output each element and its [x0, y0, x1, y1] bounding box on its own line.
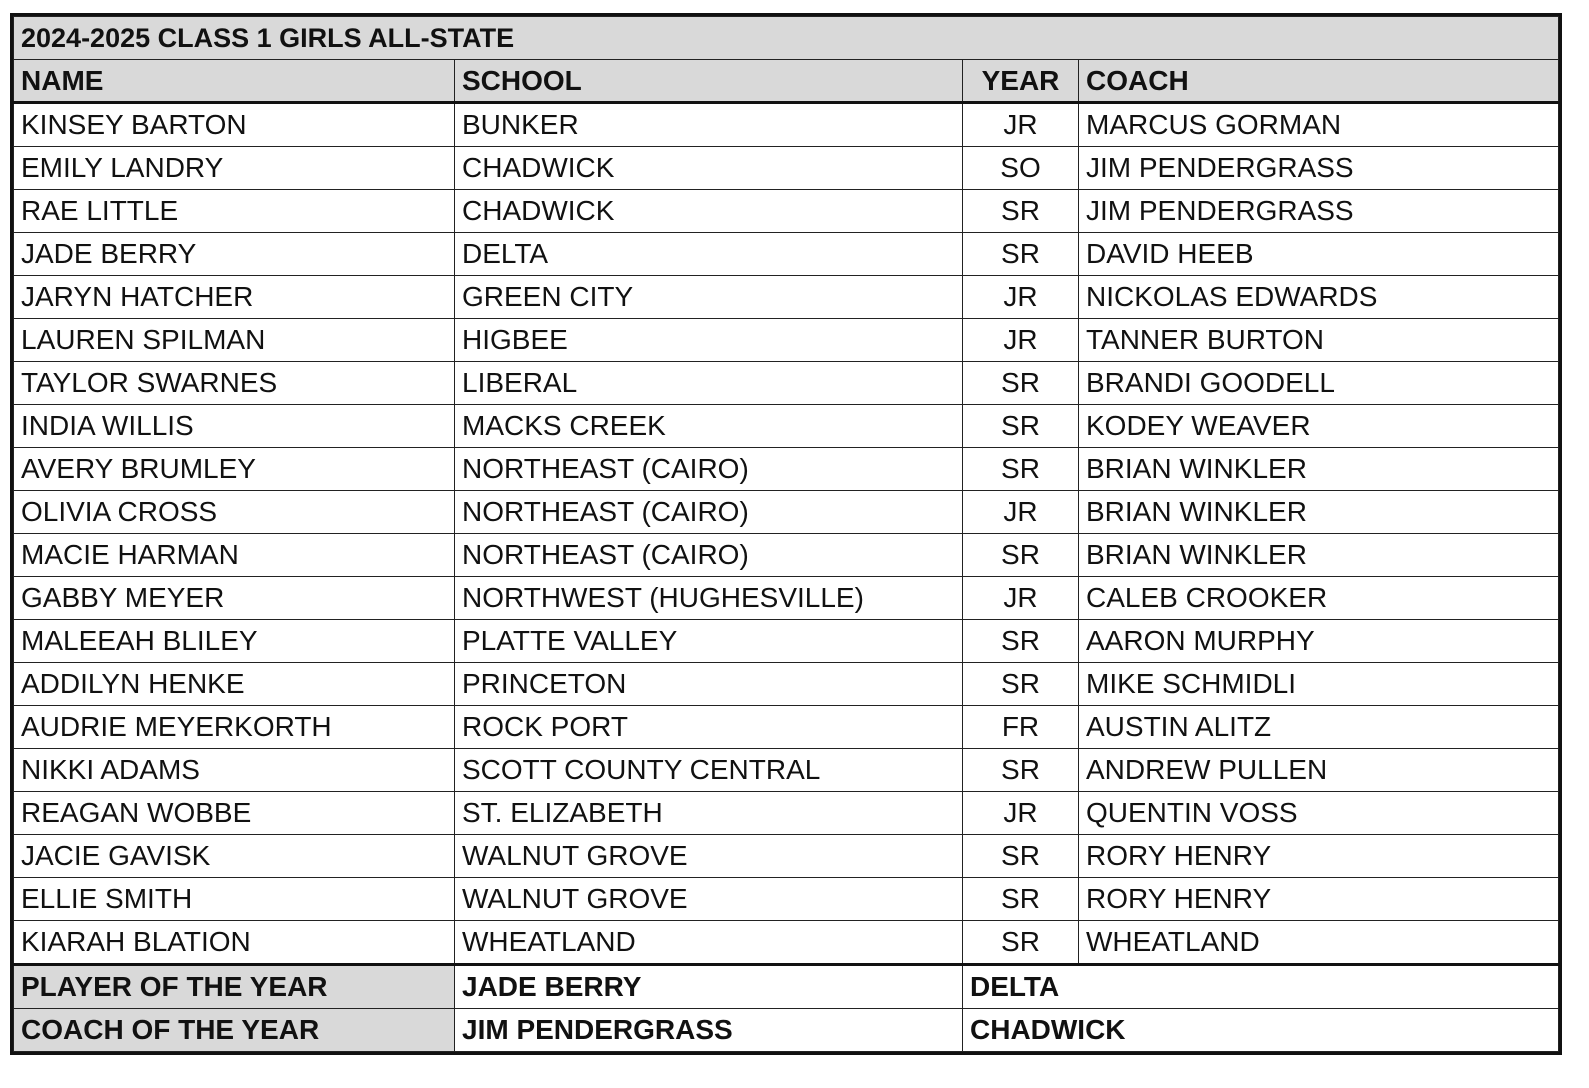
- table-row: [14, 878, 1559, 921]
- player-name: GABBY MEYER: [14, 577, 455, 620]
- coach-of-the-year-row: [14, 1009, 1559, 1052]
- player-school: ROCK PORT: [455, 706, 963, 749]
- player-name: JADE BERRY: [14, 233, 455, 276]
- player-coach: TANNER BURTON: [1079, 319, 1559, 362]
- award-recipient: JADE BERRY: [455, 965, 963, 1009]
- player-school: NORTHEAST (CAIRO): [455, 534, 963, 577]
- player-year: JR: [963, 491, 1079, 534]
- player-name: OLIVIA CROSS: [14, 491, 455, 534]
- all-state-sheet: [10, 13, 1562, 1055]
- player-name: LAUREN SPILMAN: [14, 319, 455, 362]
- player-name: REAGAN WOBBE: [14, 792, 455, 835]
- player-school: HIGBEE: [455, 319, 963, 362]
- player-year: FR: [963, 706, 1079, 749]
- player-coach: ANDREW PULLEN: [1079, 749, 1559, 792]
- player-rows: [14, 103, 1559, 965]
- player-coach: BRIAN WINKLER: [1079, 534, 1559, 577]
- player-school: BUNKER: [455, 103, 963, 147]
- player-school: WALNUT GROVE: [455, 878, 963, 921]
- player-year: SR: [963, 749, 1079, 792]
- player-coach: NICKOLAS EDWARDS: [1079, 276, 1559, 319]
- player-school: DELTA: [455, 233, 963, 276]
- player-coach: WHEATLAND: [1079, 921, 1559, 965]
- table-row: [14, 362, 1559, 405]
- player-name: JACIE GAVISK: [14, 835, 455, 878]
- player-school: MACKS CREEK: [455, 405, 963, 448]
- player-year: SR: [963, 921, 1079, 965]
- player-name: KINSEY BARTON: [14, 103, 455, 147]
- player-name: ADDILYN HENKE: [14, 663, 455, 706]
- award-school: CHADWICK: [963, 1009, 1559, 1052]
- player-year: SR: [963, 534, 1079, 577]
- player-year: SO: [963, 147, 1079, 190]
- player-coach: QUENTIN VOSS: [1079, 792, 1559, 835]
- player-name: MACIE HARMAN: [14, 534, 455, 577]
- player-coach: RORY HENRY: [1079, 878, 1559, 921]
- player-name: AVERY BRUMLEY: [14, 448, 455, 491]
- player-name: AUDRIE MEYERKORTH: [14, 706, 455, 749]
- player-coach: BRANDI GOODELL: [1079, 362, 1559, 405]
- player-school: LIBERAL: [455, 362, 963, 405]
- player-year: JR: [963, 276, 1079, 319]
- table-row: [14, 491, 1559, 534]
- player-coach: AUSTIN ALITZ: [1079, 706, 1559, 749]
- player-name: INDIA WILLIS: [14, 405, 455, 448]
- player-coach: JIM PENDERGRASS: [1079, 190, 1559, 233]
- column-header-school: SCHOOL: [455, 60, 963, 103]
- player-name: RAE LITTLE: [14, 190, 455, 233]
- award-label: COACH OF THE YEAR: [14, 1009, 455, 1052]
- player-coach: BRIAN WINKLER: [1079, 448, 1559, 491]
- award-recipient: JIM PENDERGRASS: [455, 1009, 963, 1052]
- table-row: [14, 706, 1559, 749]
- player-school: PLATTE VALLEY: [455, 620, 963, 663]
- table-row: [14, 835, 1559, 878]
- table-row: [14, 620, 1559, 663]
- column-header-year: YEAR: [963, 60, 1079, 103]
- player-school: SCOTT COUNTY CENTRAL: [455, 749, 963, 792]
- column-header-coach: COACH: [1079, 60, 1559, 103]
- table-row: [14, 577, 1559, 620]
- player-name: EMILY LANDRY: [14, 147, 455, 190]
- player-name: ELLIE SMITH: [14, 878, 455, 921]
- player-year: SR: [963, 835, 1079, 878]
- player-school: NORTHEAST (CAIRO): [455, 491, 963, 534]
- player-school: ST. ELIZABETH: [455, 792, 963, 835]
- table-row: [14, 921, 1559, 965]
- table-row: [14, 233, 1559, 276]
- player-year: JR: [963, 319, 1079, 362]
- player-year: SR: [963, 233, 1079, 276]
- player-year: JR: [963, 103, 1079, 147]
- table-row: [14, 103, 1559, 147]
- player-year: SR: [963, 405, 1079, 448]
- player-coach: RORY HENRY: [1079, 835, 1559, 878]
- player-school: CHADWICK: [455, 147, 963, 190]
- player-year: SR: [963, 620, 1079, 663]
- player-year: JR: [963, 577, 1079, 620]
- award-label: PLAYER OF THE YEAR: [14, 965, 455, 1009]
- table-row: [14, 792, 1559, 835]
- all-state-table: [13, 16, 1559, 1052]
- player-coach: MIKE SCHMIDLI: [1079, 663, 1559, 706]
- player-of-the-year-row: [14, 965, 1559, 1009]
- table-row: [14, 319, 1559, 362]
- player-coach: MARCUS GORMAN: [1079, 103, 1559, 147]
- table-row: [14, 190, 1559, 233]
- sheet-title: 2024-2025 CLASS 1 GIRLS ALL-STATE: [14, 17, 1559, 60]
- player-year: JR: [963, 792, 1079, 835]
- table-row: [14, 534, 1559, 577]
- player-school: PRINCETON: [455, 663, 963, 706]
- player-name: KIARAH BLATION: [14, 921, 455, 965]
- table-row: [14, 448, 1559, 491]
- player-name: MALEEAH BLILEY: [14, 620, 455, 663]
- table-row: [14, 663, 1559, 706]
- player-name: NIKKI ADAMS: [14, 749, 455, 792]
- player-school: GREEN CITY: [455, 276, 963, 319]
- table-row: [14, 405, 1559, 448]
- title-row: [14, 17, 1559, 60]
- player-school: WHEATLAND: [455, 921, 963, 965]
- player-school: CHADWICK: [455, 190, 963, 233]
- player-coach: DAVID HEEB: [1079, 233, 1559, 276]
- table-row: [14, 276, 1559, 319]
- column-header-name: NAME: [14, 60, 455, 103]
- player-name: JARYN HATCHER: [14, 276, 455, 319]
- player-year: SR: [963, 190, 1079, 233]
- player-year: SR: [963, 448, 1079, 491]
- player-coach: KODEY WEAVER: [1079, 405, 1559, 448]
- header-row: [14, 60, 1559, 103]
- player-coach: AARON MURPHY: [1079, 620, 1559, 663]
- table-row: [14, 749, 1559, 792]
- player-coach: CALEB CROOKER: [1079, 577, 1559, 620]
- table-row: [14, 147, 1559, 190]
- player-year: SR: [963, 362, 1079, 405]
- player-coach: JIM PENDERGRASS: [1079, 147, 1559, 190]
- player-year: SR: [963, 663, 1079, 706]
- player-school: NORTHWEST (HUGHESVILLE): [455, 577, 963, 620]
- award-school: DELTA: [963, 965, 1559, 1009]
- player-school: WALNUT GROVE: [455, 835, 963, 878]
- player-coach: BRIAN WINKLER: [1079, 491, 1559, 534]
- player-name: TAYLOR SWARNES: [14, 362, 455, 405]
- player-school: NORTHEAST (CAIRO): [455, 448, 963, 491]
- player-year: SR: [963, 878, 1079, 921]
